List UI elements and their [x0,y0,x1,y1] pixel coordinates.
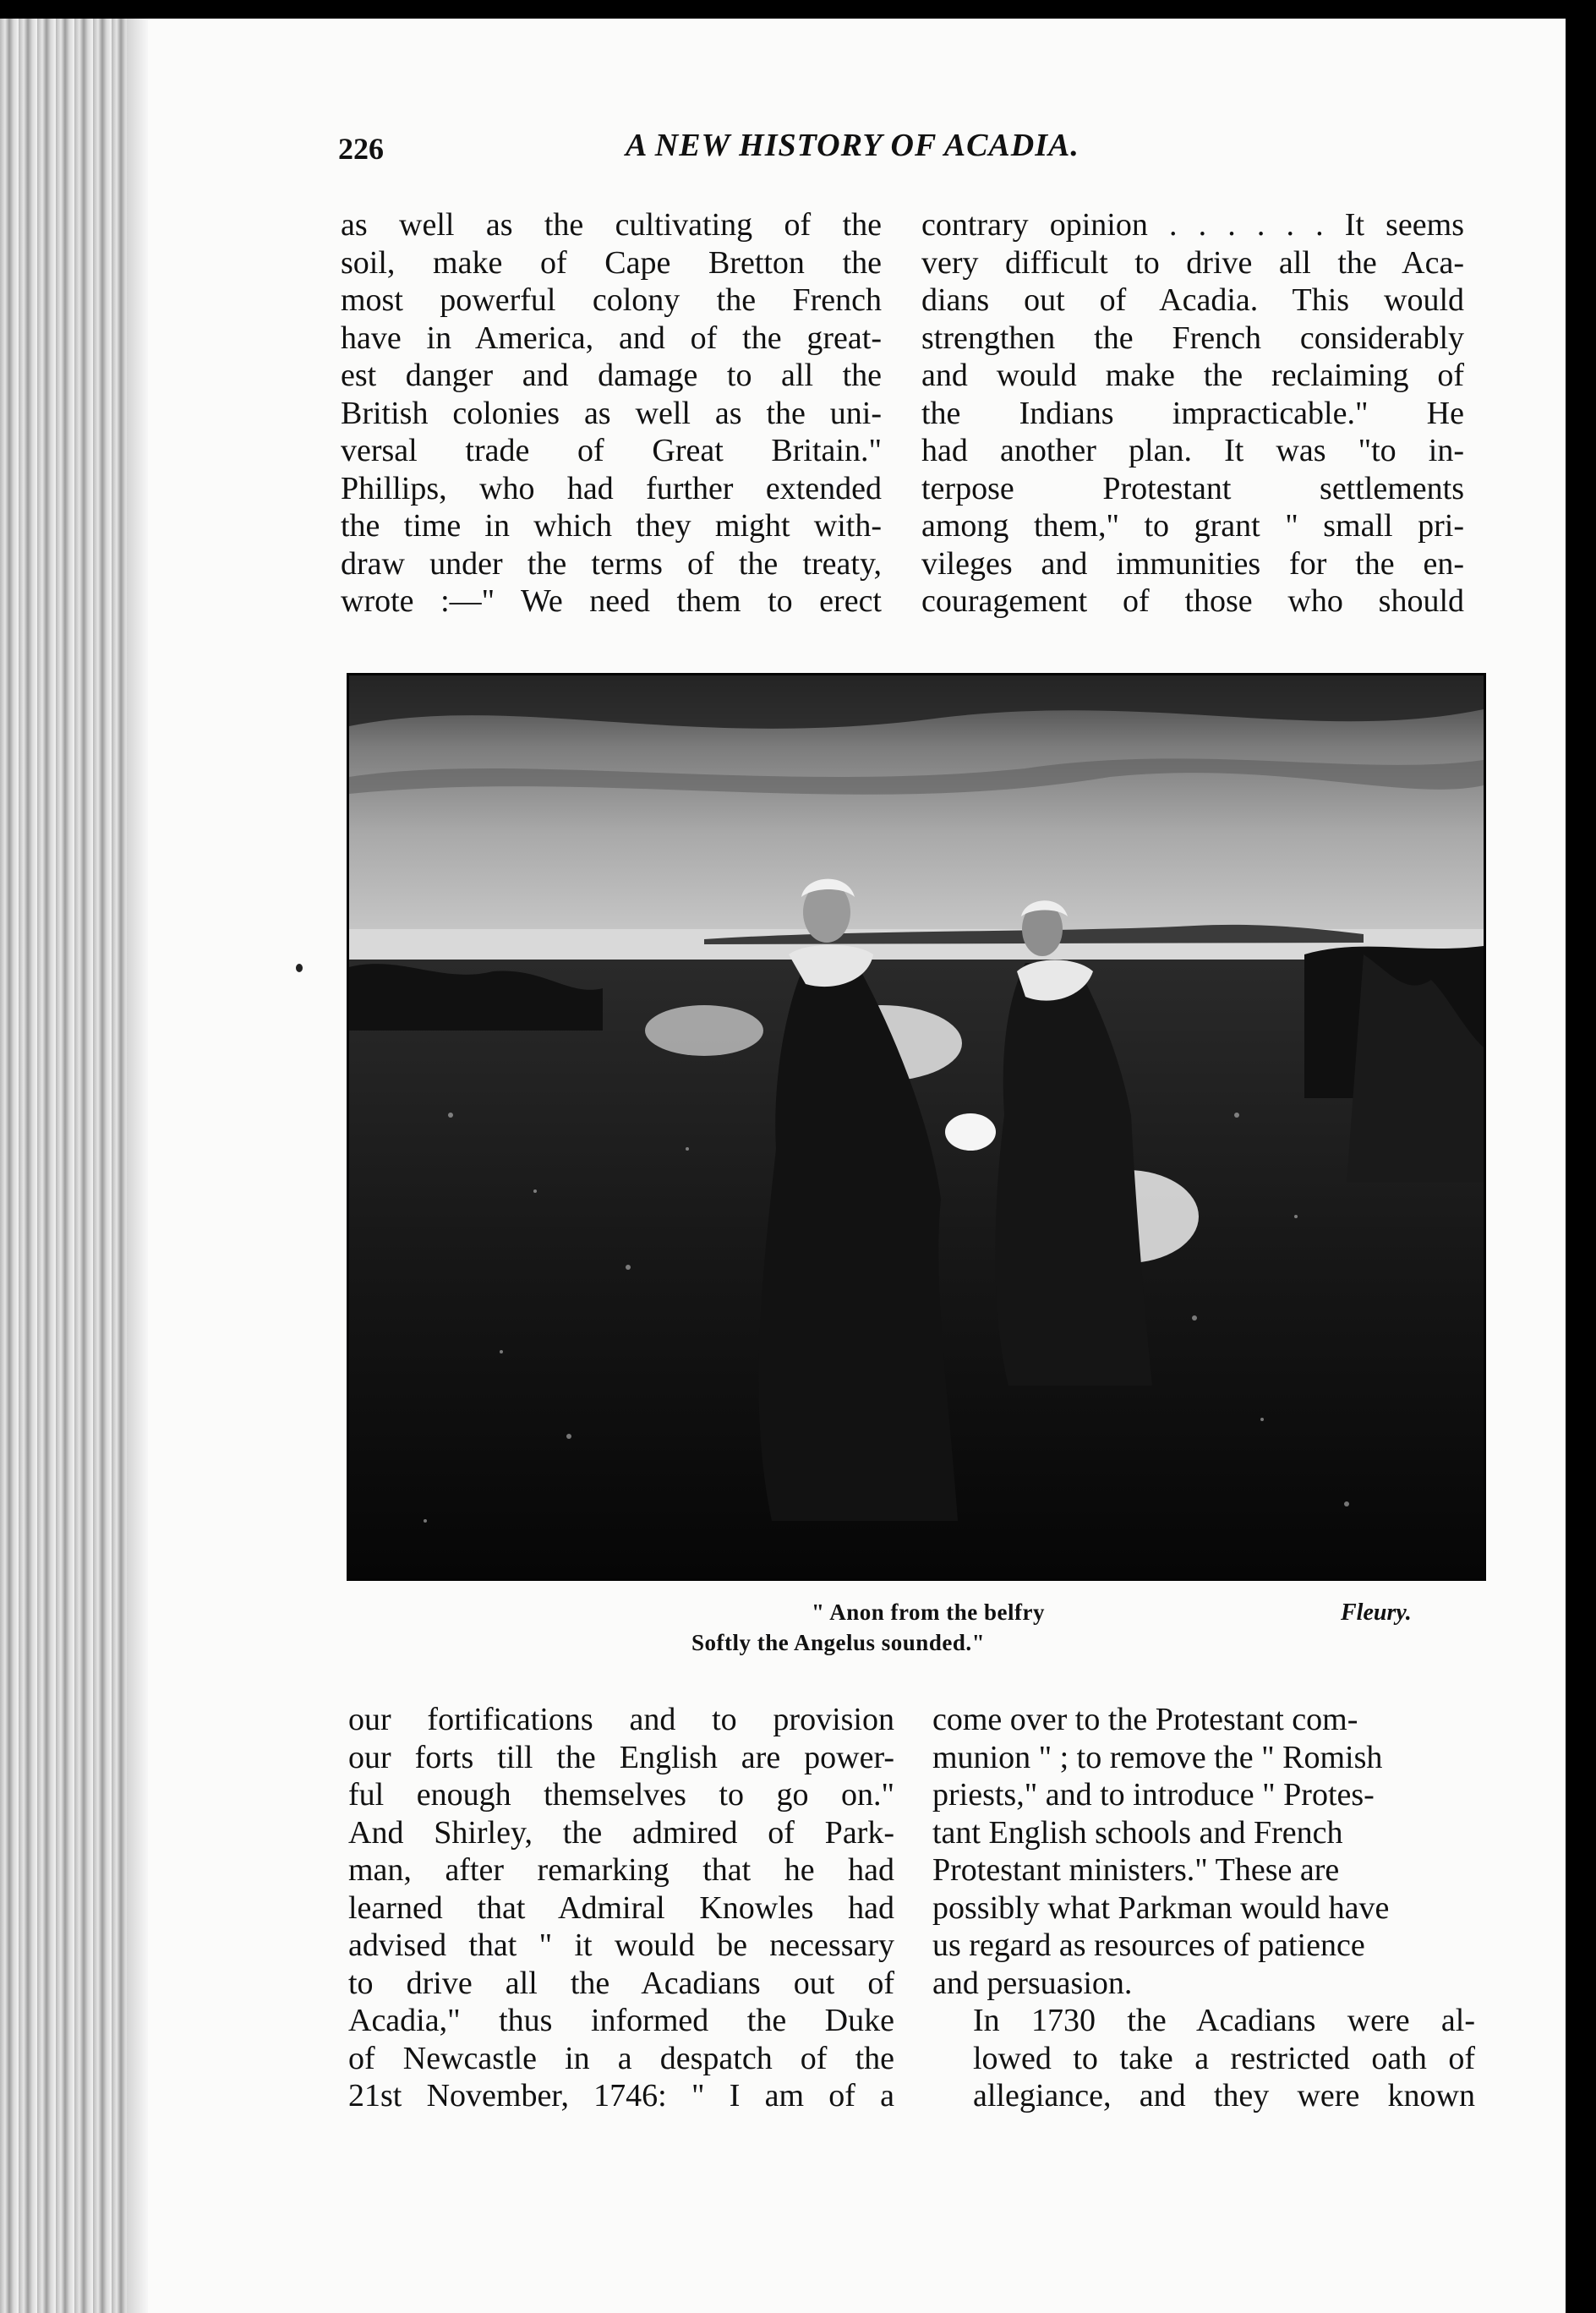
text-line: In 1730 the Acadians were al- [973,2003,1475,2038]
text-line: and would make the reclaiming of [921,358,1464,393]
paragraph [932,2002,1475,2115]
book-spine-edge [0,19,148,2313]
text-line: advised that " it would be necessary [348,1928,894,1963]
paragraph [341,206,882,621]
text-line: most powerful colony the French [341,282,882,318]
text-line: had another plan. It was "to in- [921,433,1464,468]
text-line: very difficult to drive all the Aca- [921,244,1464,281]
text-line: the Indians impracticable." He [921,395,1464,431]
caption-line-2: Softly the Angelus sounded." [691,1630,986,1655]
text-line: have in America, and of the great- [341,320,882,356]
text-line: tant English schools and French [932,1814,1343,1851]
text-line: And Shirley, the admired of Park- [348,1814,894,1851]
text-line: learned that Admiral Knowles had [348,1889,894,1926]
scan-right-border [1566,19,1596,2313]
text-line: lowed to take a restricted oath of [973,2040,1475,2076]
text-line: 21st November, 1746: " I am of a [348,2078,894,2113]
artist-credit: Fleury. [1341,1599,1412,1626]
text-line: wrote :—" We need them to erect [341,583,882,619]
text-line: and persuasion. [932,1965,1133,2001]
text-line: vileges and immunities for the en- [921,545,1464,582]
text-line: our forts till the English are power- [348,1739,894,1775]
text-line: allegiance, and they were known [973,2078,1475,2113]
acadian-women-field-image [349,675,1484,1578]
text-line: strengthen the French considerably [921,320,1464,356]
page-number: 226 [338,132,384,166]
paragraph [921,206,1464,621]
text-column-top-left [341,206,882,621]
caption-line-1: " Anon from the belfry [812,1599,1045,1625]
text-line: contrary opinion . . . . . . It seems [921,207,1464,243]
illustration-plate [347,673,1486,1581]
text-line: come over to the Protestant com- [932,1702,1358,1737]
text-line: to drive all the Acadians out of [348,1965,894,2001]
text-line: British colonies as well as the uni- [341,395,882,431]
text-line: Protestant ministers." These are [932,1852,1340,1888]
text-line: draw under the terms of the treaty, [341,545,882,582]
text-line: the time in which they might with- [341,508,882,544]
gutter-shadow [127,19,148,2313]
text-line: possibly what Parkman would have [932,1889,1390,1926]
text-line: among them," to grant " small pri- [921,508,1464,544]
text-line: ful enough themselves to go on." [348,1777,894,1813]
text-line: terpose Protestant settlements [921,470,1464,506]
text-line: of Newcastle in a despatch of the [348,2040,894,2076]
paragraph [348,1701,894,2115]
text-line: dians out of Acadia. This would [921,282,1464,318]
text-line: versal trade of Great Britain." [341,433,882,468]
text-line: our fortifications and to provision [348,1702,894,1737]
text-line: as well as the cultivating of the [341,207,882,243]
paragraph [932,1701,1475,2002]
text-line: couragement of those who should [921,583,1464,619]
text-line: Acadia," thus informed the Duke [348,2003,894,2038]
text-column-top-right [921,206,1464,621]
text-line: us regard as resources of patience [932,1928,1365,1963]
ink-speck [296,964,303,972]
text-line: soil, make of Cape Bretton the [341,244,882,281]
text-line: priests," and to introduce " Protes- [932,1777,1375,1813]
running-head: A NEW HISTORY OF ACADIA. [626,128,1079,163]
text-line: man, after remarking that he had [348,1852,894,1888]
text-line: Phillips, who had further extended [341,470,882,506]
text-line: munion " ; to remove the " Romish [932,1739,1383,1775]
text-column-bottom-left [348,1701,894,2115]
text-column-bottom-right [932,1701,1475,2115]
scan-top-border [0,0,1596,19]
text-line: est danger and damage to all the [341,358,882,393]
